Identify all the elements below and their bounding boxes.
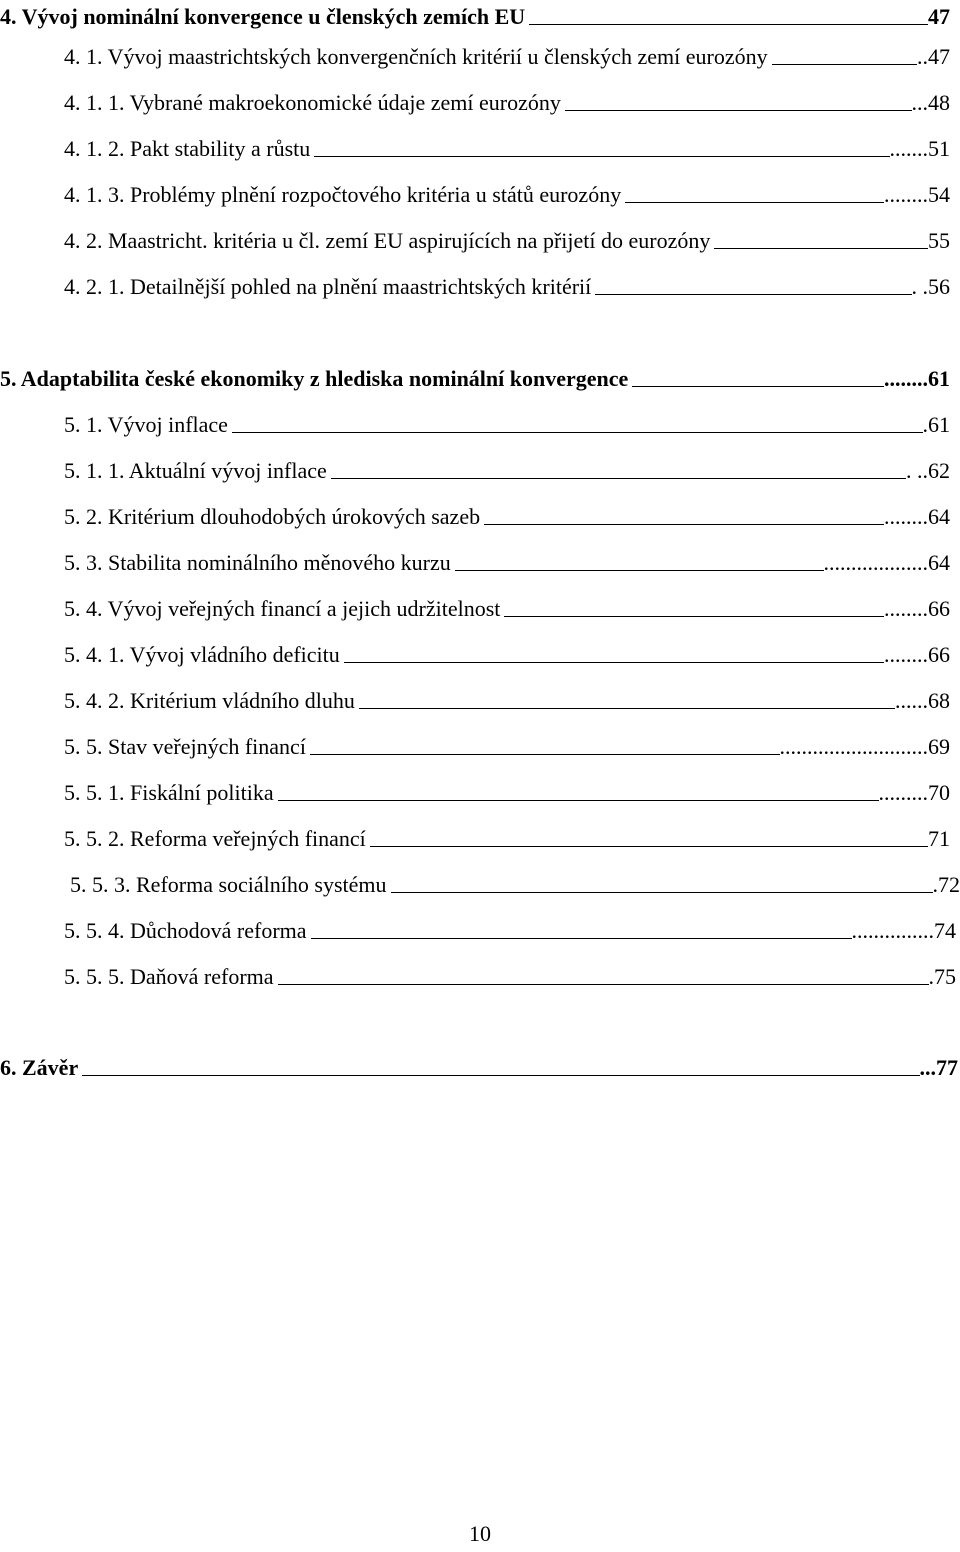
toc-entry-label: 5. 1. 1. Aktuální vývoj inflace xyxy=(64,454,331,488)
toc-entry-label: 4. 1. 2. Pakt stability a růstu xyxy=(64,132,314,166)
toc-entry-page: .72 xyxy=(933,868,960,902)
toc-entry-label: 5. Adaptabilita české ekonomiky z hlediska nominální konvergence xyxy=(0,362,632,396)
toc-entry-page: ...77 xyxy=(920,1051,959,1085)
toc-entry-label: 5. 5. Stav veřejných financí xyxy=(64,730,310,764)
toc-leader xyxy=(0,1075,958,1076)
toc-entry-label: 5. 5. 3. Reforma sociálního systému xyxy=(70,868,391,902)
toc-entry-label: 4. 2. Maastricht. kritéria u čl. zemí EU aspirujících na přijetí do eurozóny xyxy=(64,224,714,258)
toc-entry-page: .........70 xyxy=(879,776,951,810)
toc-entry-page: ...................64 xyxy=(824,546,951,580)
toc-entry-label: 5. 3. Stabilita nominálního měnového kurzu xyxy=(64,546,455,580)
toc-entry-label: 4. 1. 1. Vybrané makroekonomické údaje zemí eurozóny xyxy=(64,86,565,120)
toc-entry-page: ........64 xyxy=(884,500,950,534)
toc-entry xyxy=(64,592,950,626)
toc-entry-page: ......68 xyxy=(895,684,950,718)
toc-entry xyxy=(0,1051,958,1085)
toc-entry-page: ........66 xyxy=(884,592,950,626)
toc-entry xyxy=(64,546,950,580)
toc-entry-label: 4. 1. 3. Problémy plnění rozpočtového kritéria u států eurozóny xyxy=(64,178,625,212)
toc-entry xyxy=(64,684,950,718)
toc-entry xyxy=(64,500,950,534)
toc-entry-page: ........61 xyxy=(884,362,950,396)
toc-entry-page: 71 xyxy=(928,822,950,856)
toc-entry-page: ...48 xyxy=(912,86,951,120)
toc-entry-page: ...............74 xyxy=(852,914,957,948)
toc-entry xyxy=(64,86,950,120)
toc-entry xyxy=(70,868,960,902)
page-number: 10 xyxy=(469,1521,491,1546)
toc-entry-label: 4. Vývoj nominální konvergence u členských zemích EU xyxy=(0,0,529,34)
toc-entry xyxy=(64,730,950,764)
toc-entry xyxy=(64,224,950,258)
toc-entry-page: ........66 xyxy=(884,638,950,672)
toc-entry xyxy=(64,270,950,304)
toc-entry-page: 47 xyxy=(928,0,950,34)
toc-entry-page: 55 xyxy=(928,224,950,258)
toc-entry xyxy=(64,454,950,488)
toc-entry xyxy=(64,776,950,810)
toc-entry xyxy=(0,0,950,34)
toc-entry xyxy=(64,638,950,672)
toc-entry xyxy=(64,132,950,166)
toc-entry xyxy=(64,914,956,948)
toc-entry-page: . ..62 xyxy=(906,454,950,488)
toc-entry xyxy=(64,40,950,74)
toc-entry xyxy=(64,178,950,212)
toc-entry-label: 5. 1. Vývoj inflace xyxy=(64,408,232,442)
toc-entry-label: 5. 4. 1. Vývoj vládního deficitu xyxy=(64,638,344,672)
toc-entry-page: .......51 xyxy=(890,132,951,166)
toc-entry-label: 5. 5. 2. Reforma veřejných financí xyxy=(64,822,370,856)
toc-entry-page: .61 xyxy=(923,408,951,442)
toc-entry-label: 5. 4. Vývoj veřejných financí a jejich udržitelnost xyxy=(64,592,504,626)
toc-entry xyxy=(64,408,950,442)
toc-entry-page: .75 xyxy=(929,960,957,994)
toc-entry xyxy=(64,822,950,856)
toc-entry-page: ........54 xyxy=(884,178,950,212)
toc-entry-label: 6. Závěr xyxy=(0,1051,82,1085)
toc-entry-page: ...........................69 xyxy=(780,730,951,764)
toc-entry-label: 5. 5. 1. Fiskální politika xyxy=(64,776,278,810)
toc-entry-label: 5. 4. 2. Kritérium vládního dluhu xyxy=(64,684,359,718)
toc-entry xyxy=(64,960,956,994)
toc-entry-page: ..47 xyxy=(917,40,950,74)
toc-entry-label: 5. 2. Kritérium dlouhodobých úrokových sazeb xyxy=(64,500,484,534)
toc-entry-label: 5. 5. 4. Důchodová reforma xyxy=(64,914,311,948)
toc-entry-label: 4. 2. 1. Detailnější pohled na plnění maastrichtských kritérií xyxy=(64,270,595,304)
toc-entry-page: . .56 xyxy=(912,270,951,304)
toc-entry-label: 4. 1. Vývoj maastrichtských konvergenčních kritérií u členských zemí eurozóny xyxy=(64,40,772,74)
toc-entry-label: 5. 5. 5. Daňová reforma xyxy=(64,960,278,994)
toc-entry xyxy=(0,362,950,396)
